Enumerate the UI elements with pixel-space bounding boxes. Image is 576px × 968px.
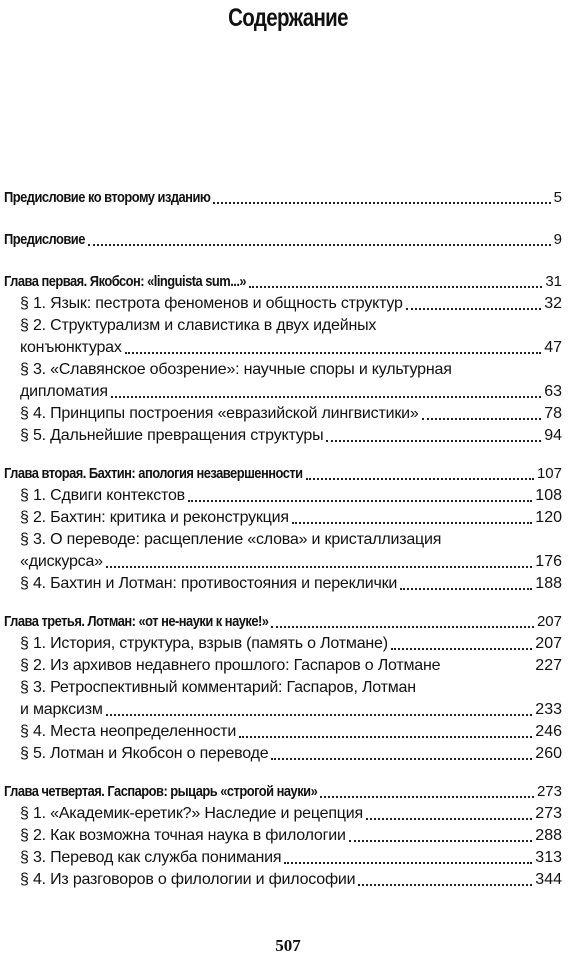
toc-entry-title: Предисловие ко второму изданию xyxy=(4,189,211,206)
dot-leader xyxy=(358,884,532,886)
toc-entry-title: § 3. Перевод как служба понимания xyxy=(20,849,282,866)
toc-page-number: 227 xyxy=(535,657,562,674)
toc-page-number: 273 xyxy=(535,805,562,822)
dot-leader xyxy=(320,796,534,798)
toc-page-number: 344 xyxy=(535,871,562,888)
toc-page-number: 47 xyxy=(544,339,562,356)
toc-section[interactable] xyxy=(0,824,576,848)
dot-leader xyxy=(391,648,532,650)
toc-section[interactable] xyxy=(0,676,576,700)
dot-leader xyxy=(422,418,541,420)
toc-entry-title: § 1. Язык: пестрота феноменов и общность структур xyxy=(20,295,403,312)
dot-leader xyxy=(88,244,551,246)
toc-entry-title: § 4. Места неопределенности xyxy=(20,723,237,740)
toc-entry-title: § 5. Лотман и Якобсон о переводе xyxy=(20,745,269,762)
toc-page-number: 207 xyxy=(536,613,562,630)
toc-page-number: 94 xyxy=(544,427,562,444)
toc-section[interactable] xyxy=(0,424,576,448)
toc-entry-title: Предисловие xyxy=(4,231,85,248)
toc-page-number: 273 xyxy=(536,783,562,800)
toc-entry-title: Глава третья. Лотман: «от не-науки к науке!» xyxy=(4,613,269,630)
toc-section-continuation[interactable] xyxy=(0,336,576,360)
dot-leader xyxy=(271,626,534,628)
toc-entry-title: Глава вторая. Бахтин: апология незавершенности xyxy=(4,465,303,482)
toc-section[interactable] xyxy=(0,846,576,870)
toc-page-number: 108 xyxy=(535,487,562,504)
toc-entry-title: Глава четвертая. Гаспаров: рыцарь «строгой науки» xyxy=(4,783,318,800)
toc-section-continuation[interactable] xyxy=(0,698,576,722)
toc-entry-title: конъюнктурах xyxy=(20,339,122,356)
toc-page-number: 78 xyxy=(544,405,562,422)
toc-entry-title: Глава первая. Якобсон: «linguista sum...» xyxy=(4,273,247,290)
toc-page-number: 176 xyxy=(535,553,562,570)
dot-leader xyxy=(213,202,551,204)
toc-entry-title: «дискурса» xyxy=(20,553,103,570)
toc-section[interactable] xyxy=(0,402,576,426)
dot-leader xyxy=(349,840,532,842)
toc-page-number: 9 xyxy=(553,231,562,248)
toc-section[interactable] xyxy=(0,292,576,316)
toc-page-number: 32 xyxy=(544,295,562,312)
toc-section[interactable] xyxy=(0,506,576,530)
toc-page-number: 207 xyxy=(535,635,562,652)
toc-section[interactable] xyxy=(0,484,576,508)
toc-entry-title: § 3. О переводе: расщепление «слова» и кристаллизация xyxy=(20,531,442,548)
toc-page-number: 188 xyxy=(535,575,562,592)
dot-leader xyxy=(406,308,541,310)
toc-section[interactable] xyxy=(0,358,576,382)
toc-chapter-3[interactable] xyxy=(0,610,576,634)
toc-entry-preface[interactable] xyxy=(0,228,576,252)
toc-page-number: 288 xyxy=(535,827,562,844)
toc-entry-title: и марксизм xyxy=(20,701,103,718)
toc-page-number: 5 xyxy=(553,189,562,206)
toc-section[interactable] xyxy=(0,314,576,338)
toc-section[interactable] xyxy=(0,572,576,596)
toc-section[interactable] xyxy=(0,802,576,826)
toc-section-continuation[interactable] xyxy=(0,550,576,574)
toc-chapter-2[interactable] xyxy=(0,462,576,486)
dot-leader xyxy=(400,588,532,590)
toc-section[interactable] xyxy=(0,528,576,552)
toc-page-number: 63 xyxy=(544,383,562,400)
toc-page-number: 107 xyxy=(536,465,562,482)
dot-leader xyxy=(125,352,541,354)
dot-leader xyxy=(292,522,532,524)
toc-page-number: 233 xyxy=(535,701,562,718)
toc-section[interactable] xyxy=(0,654,576,678)
toc-entry-title: § 1. «Академик-еретик?» Наследие и рецепция xyxy=(20,805,363,822)
dot-leader xyxy=(249,286,542,288)
toc-page-number: 260 xyxy=(535,745,562,762)
dot-leader xyxy=(106,714,532,716)
dot-leader xyxy=(306,478,534,480)
toc-page-number: 120 xyxy=(535,509,562,526)
toc-entry-title: дипломатия xyxy=(20,383,108,400)
toc-entry-title: § 4. Бахтин и Лотман: противостояния и переклички xyxy=(20,575,398,592)
toc-entry-title: § 2. Структурализм и славистика в двух идейных xyxy=(20,317,377,334)
dot-leader xyxy=(366,818,532,820)
toc-section[interactable] xyxy=(0,632,576,656)
page-title: Содержание xyxy=(228,4,348,32)
toc-entry-title: § 2. Бахтин: критика и реконструкция xyxy=(20,509,289,526)
toc-section[interactable] xyxy=(0,742,576,766)
toc-chapter-4[interactable] xyxy=(0,780,576,804)
toc-page-number: 246 xyxy=(535,723,562,740)
dot-leader xyxy=(106,566,532,568)
dot-leader xyxy=(239,736,532,738)
toc-section-continuation[interactable] xyxy=(0,380,576,404)
dot-leader xyxy=(271,758,532,760)
toc-entry-title: § 3. Ретроспективный комментарий: Гаспаров, Лотман xyxy=(20,679,416,696)
toc-entry-title: § 5. Дальнейшие превращения структуры xyxy=(20,427,324,444)
toc-section[interactable] xyxy=(0,720,576,744)
toc-entry-title: § 4. Из разговоров о филологии и философии xyxy=(20,871,356,888)
dot-leader xyxy=(326,440,541,442)
toc-page-number: 313 xyxy=(535,849,562,866)
toc-entry-title: § 2. Как возможна точная наука в филологии xyxy=(20,827,346,844)
toc-section[interactable] xyxy=(0,868,576,892)
toc-entry-title: § 1. Сдвиги контекстов xyxy=(20,487,185,504)
page-number: 507 xyxy=(275,936,301,955)
toc-entry-preface-second-edition[interactable] xyxy=(0,186,576,210)
toc-page-number: 31 xyxy=(545,273,562,290)
dot-leader xyxy=(111,396,541,398)
toc-entry-title: § 3. «Славянское обозрение»: научные споры и культурная xyxy=(20,361,452,378)
dot-leader xyxy=(284,862,532,864)
toc-chapter-1[interactable] xyxy=(0,270,576,294)
toc-entry-title: § 1. История, структура, взрыв (память о Лотмане) xyxy=(20,635,388,652)
dot-leader xyxy=(188,500,532,502)
toc-entry-title: § 4. Принципы построения «евразийской лингвистики» xyxy=(20,405,419,422)
toc-entry-title: § 2. Из архивов недавнего прошлого: Гаспаров о Лотмане xyxy=(20,657,441,674)
